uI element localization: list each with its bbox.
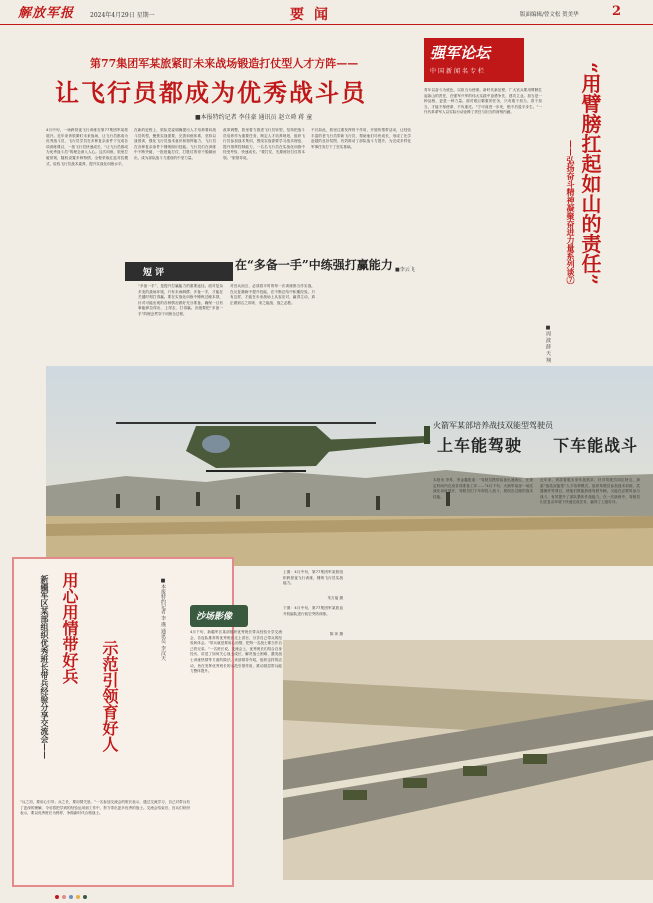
dot-yellow	[76, 895, 80, 899]
fire-title-right: 下车能战斗	[553, 436, 639, 455]
road-illustration	[283, 640, 653, 880]
rail-body: 青年以奋斗为底色，以担当为使命。新时代新征程，广大官兵要用臂膀扛起如山的责任，在强军兴军的伟大实践中奋勇争先、建功立业。担当是一种品格，更是一种力量。面对艰巨繁重的任务，只有敢于担当、善于担当，才能不辱使命、不负重托。“宁可前进一步死，绝不后退半步生。”一代代革命军人以实际行动诠释了责任与担当的深刻内涵。	[424, 88, 542, 115]
lead-body-col-2: 在新的征程上，旅队党委明确提出人才培养要向战斗员转型，聚焦实战需要，完善训练体系，坚持以战领训，强化飞行员战术意识和指挥能力，飞行员在各种复杂条件下锤炼胆识技能。飞行员们在训练中不断突破，一批批能打仗、打胜仗的骨干脱颖而出，成为部队战斗力建设的中坚力量。	[134, 128, 216, 160]
page-number: 2	[612, 4, 622, 19]
lead-body-col-1: 4月中旬，一场跨昼夜飞行训练在第77集团军某旅展开。近年来该旅紧盯未来战场，让飞行员都成为优秀战斗员，飞行员学员在多种复杂条件下完成各项训练课目，一批飞行员快速成长，“让飞行员都成为优秀战斗员”的理念深入人心。这次训练，旅里打破常规，随机设置多种特情，全程采取红蓝对抗模式，检验飞行员战术素养，提升实战化训练水平。	[46, 128, 128, 166]
dot-pink	[62, 895, 66, 899]
road-photo	[283, 640, 653, 880]
commentary-body: “多备一手”，是提升打赢能力的重要途径。面对复杂多变的战场环境，只有未雨绸缪、多备一手，才能在关键时刻打得赢。要在实战化训练中锤炼过硬本领，针对可能出现的各种情况做好充分准备，确保一旦有事能够拉得出、上得去、打得赢。各级要把“多备一手”的理念贯穿于训练全过程。	[138, 284, 223, 316]
photo-caption-left: 上图：4月中旬，第77集团军某旅组织跨昼夜飞行训练，锤炼飞行员实战能力。	[283, 570, 343, 586]
rail-series: ——弘扬奋斗精神凝聚奋进力量系列谈⑦	[566, 140, 576, 284]
page-editors: 版面编辑/曾文松 贺美华	[520, 12, 579, 18]
fire-body: 近年来，该部着眼未来作战需求，针对驾驶员岗位特点，探索“战技双能型”人才培养模式，组织驾驶员参加战术训练、武器操作等课目，使他们既能熟练驾驶车辆，又能在必要时参与战斗，有效提升了部队整体作战能力。在一次演练中，驾驶员们在复杂环境下快速完成任务，赢得了上级好评。	[540, 478, 640, 505]
dot-red	[55, 895, 59, 899]
feature-body-2: “兵之初，要用心引导；兵之长，要用情关爱。”一名参加交流会的班长表示，通过交流学习，自己对带兵有了更深的理解，今后将把学到的经验运用到工作中，努力带出更多优秀的战士。交流会结束后，官兵们纷纷表示，要以优秀班长为榜样，争做新时代合格战士。	[20, 800, 190, 816]
rail-author: ■周 波 薛 天 翔	[545, 325, 551, 363]
lead-headline: 让飞行员都成为优秀战斗员	[55, 78, 367, 107]
rail-title: “用臂膀扛起如山的责任”	[578, 62, 602, 286]
rail-brand: 强军论坛	[430, 44, 491, 62]
lead-byline: ■本报特约记者 李佳豪 通讯员 赵立舜 蒋 童	[195, 114, 313, 121]
newspaper-logo: 解放军报	[18, 6, 75, 21]
fire-title-left: 上车能驾驶	[437, 436, 523, 455]
fire-kicker: 火箭军某部培养战技双能型驾驶员	[433, 421, 553, 430]
commentary-body-2: 对官兵而言，必须将平时的每一次训练都当作实战，在反复磨砺中提升技能，在不断总结中积累经验。只有这样，才能在未来战场上从容应对，赢得主动，真正做到召之即来、来之能战、战之必胜。	[230, 284, 315, 305]
shayu-stamp	[190, 605, 248, 627]
feature-kicker: 新疆军区某部组织优秀班长带兵经验分享交流会——	[40, 575, 50, 759]
photo-caption-right: 下图：4月中旬，第77集团军某旅直升机编队进行低空突防训练。	[283, 606, 343, 616]
lead-body-col-3: 改革调整，旅里着力推进飞行员转型，坚持把战斗员培养作为重要任务，制定人才培养规划，组织飞行员参加战术集训，围绕实战需要学习战术理论，提升指挥控制能力，一名名飞行员在实战化训练中经受考验、快速成长。“要打仗，先要练好打仗的本领。”旅领导说。	[223, 128, 305, 160]
feature-body: 4月下旬，新疆军区某部组织优秀班长带兵经验分享交流会，各连队推荐的优秀班长走上讲台，分享自己带兵的经验和体会。“带兵就是要用心用情，把每一名战士都当作自己的兄弟。”一名班长说。交流会上，优秀班长们结合自身经历，讲述了如何关心战士成长、解决战士困难、激发战士训练热情等方面的做法。该部领导介绍，组织这样的活动，旨在发挥优秀班长的示范引领作用，推动基层带兵能力整体提升。	[190, 630, 282, 674]
color-dots	[55, 884, 90, 903]
lead-body-col-4: 不仅如此，旅里注重发挥骨干作用，开展传帮带活动，让经验丰富的老飞行员带新飞行员，帮助他们尽快成长，形成了比学赶超的良好氛围，有效推动了部队战斗力提升，为完成多样化军事任务打下了坚实基础。	[311, 128, 411, 149]
rail-brand-sub: 中国新闻名专栏	[430, 68, 487, 75]
dot-blue	[69, 895, 73, 899]
lead-kicker: 第77集团军某旅紧盯未来战场锻造打仗型人才方阵——	[90, 57, 359, 70]
photo-credit-left: 朱万福 摄	[327, 596, 343, 600]
issue-date: 2024年4月29日 星期一	[90, 12, 155, 19]
commentary-byline: ■李云飞	[395, 267, 415, 273]
commentary-label: 短 评	[125, 262, 233, 281]
feature-title-2: 示范引领育好人	[100, 640, 119, 752]
feature-title-1: 用心用情带好兵	[60, 572, 79, 684]
section-name: 要闻	[290, 7, 338, 23]
shayu-label: 沙场影像	[196, 612, 233, 622]
fire-byline: 本报讯 李易、李金鑫报道：“驾驶员携带装备迅速就位，在规定时间内完成各项准备工作……”4月下旬，火箭军某部一场实战化训练展开，驾驶员们下车即投入战斗，展现出过硬的战术技能。	[433, 478, 533, 499]
photo-credit-right: 陈 冲 摄	[329, 632, 343, 636]
feature-byline: ■本报特约记者 李 璞 通讯员 李汉天	[160, 578, 166, 661]
commentary-headline: 在“多备一手”中练强打赢能力	[235, 258, 393, 272]
dot-green	[83, 895, 87, 899]
fire-title	[437, 433, 638, 456]
